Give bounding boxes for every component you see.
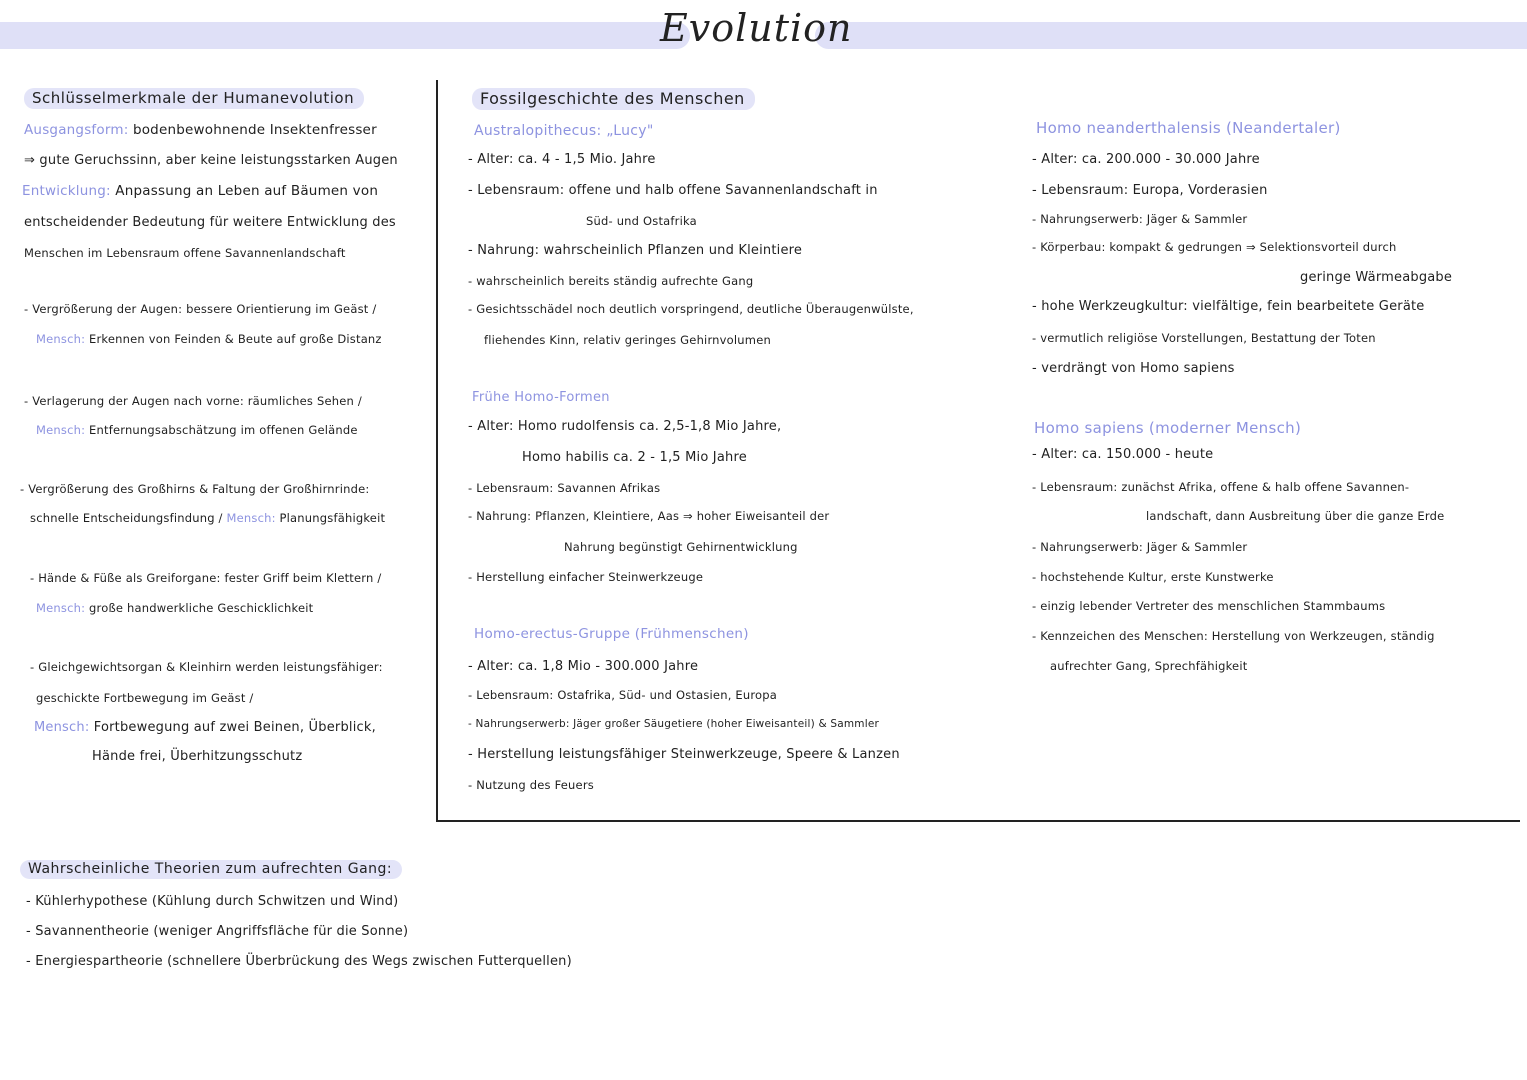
- trait-4-mensch: [36, 601, 313, 615]
- trait-3-mensch-text: schnelle Entscheidungsfindung /: [30, 511, 223, 525]
- sapiens-line-3: landschaft, dann Ausbreitung über die ganze Erde: [1146, 509, 1445, 523]
- intro-text-1: bodenbewohnende Insektenfresser: [132, 122, 377, 138]
- neanderthal-line-8: - verdrängt von Homo sapiens: [1032, 361, 1235, 376]
- australo-line-7: fliehendes Kinn, relativ geringes Gehirnvolumen: [484, 333, 771, 347]
- trait-1-line: - Vergrößerung der Augen: bessere Orientierung im Geäst /: [24, 302, 377, 316]
- neanderthal-line-2: - Lebensraum: Europa, Vorderasien: [1032, 183, 1268, 198]
- intro-label-1: Ausgangsform:: [24, 122, 129, 138]
- intro-label-3: Entwicklung:: [22, 183, 111, 199]
- fruehe-line-2: Homo habilis ca. 2 - 1,5 Mio Jahre: [522, 450, 747, 465]
- trait-5-mensch: [34, 720, 376, 735]
- neanderthal-line-7: - vermutlich religiöse Vorstellungen, Bestattung der Toten: [1032, 331, 1376, 345]
- australo-line-6: - Gesichtsschädel noch deutlich vorspringend, deutliche Überaugenwülste,: [468, 302, 914, 316]
- australo-line-1: - Alter: ca. 4 - 1,5 Mio. Jahre: [468, 152, 656, 167]
- trait-5-mensch-text: Fortbewegung auf zwei Beinen, Überblick,: [93, 720, 376, 735]
- trait-1-mensch: [36, 332, 382, 346]
- trait-3-mensch-text-b: Planungsfähigkeit: [279, 511, 386, 525]
- neanderthal-line-6: - hohe Werkzeugkultur: vielfältige, fein bearbeitete Geräte: [1032, 299, 1425, 314]
- trait-2-line: - Verlagerung der Augen nach vorne: räumliches Sehen /: [24, 394, 362, 408]
- intro-line-3: [22, 183, 378, 199]
- theory-2: - Savannentheorie (weniger Angriffsfläche für die Sonne): [26, 924, 409, 939]
- fruehe-line-6: - Herstellung einfacher Steinwerkzeuge: [468, 570, 704, 584]
- australopithecus-title: Australopithecus: „Lucy": [474, 123, 654, 139]
- left-header: Schlüsselmerkmale der Humanevolution: [24, 88, 364, 109]
- trait-5-line: - Gleichgewichtsorgan & Kleinhirn werden leistungsfähiger:: [30, 660, 383, 674]
- intro-line-1: [24, 122, 377, 138]
- fruehe-title: Frühe Homo-Formen: [472, 390, 610, 405]
- fruehe-line-4: - Nahrung: Pflanzen, Kleintiere, Aas ⇒ hoher Eiweisanteil der: [468, 509, 830, 523]
- trait-4-line: - Hände & Füße als Greiforgane: fester Griff beim Klettern /: [30, 571, 382, 585]
- intro-text-3: Anpassung an Leben auf Bäumen von: [115, 183, 379, 199]
- sapiens-line-1: - Alter: ca. 150.000 - heute: [1032, 447, 1214, 462]
- sapiens-line-4: - Nahrungserwerb: Jäger & Sammler: [1032, 540, 1248, 554]
- title-banner-right: [815, 22, 1527, 49]
- intro-line-4: entscheidender Bedeutung für weitere Entwicklung des: [24, 215, 396, 230]
- erectus-line-3: - Nahrungserwerb: Jäger großer Säugetiere (hoher Eiweisanteil) & Sammler: [468, 718, 880, 730]
- page-title: Evolution: [660, 6, 853, 50]
- column-divider: [436, 80, 438, 822]
- erectus-line-1: - Alter: ca. 1,8 Mio - 300.000 Jahre: [468, 659, 699, 674]
- sapiens-line-5: - hochstehende Kultur, erste Kunstwerke: [1032, 570, 1274, 584]
- mensch-label: Mensch:: [36, 601, 86, 615]
- trait-2-mensch: [36, 423, 358, 437]
- sapiens-line-7: - Kennzeichen des Menschen: Herstellung von Werkzeugen, ständig: [1032, 629, 1435, 643]
- trait-5-line-3: Hände frei, Überhitzungsschutz: [92, 749, 303, 764]
- australo-line-5: - wahrscheinlich bereits ständig aufrechte Gang: [468, 274, 754, 288]
- middle-header: Fossilgeschichte des Menschen: [472, 88, 755, 110]
- mensch-label: Mensch:: [226, 511, 276, 525]
- title-banner-left: [0, 22, 690, 49]
- intro-line-2: ⇒ gute Geruchssinn, aber keine leistungsstarken Augen: [24, 153, 398, 168]
- trait-5-line-b: geschickte Fortbewegung im Geäst /: [36, 691, 254, 705]
- fruehe-line-5: Nahrung begünstigt Gehirnentwicklung: [564, 540, 798, 554]
- erectus-line-2: - Lebensraum: Ostafrika, Süd- und Ostasien, Europa: [468, 688, 778, 702]
- neanderthal-line-1: - Alter: ca. 200.000 - 30.000 Jahre: [1032, 152, 1260, 167]
- neanderthal-line-3: - Nahrungserwerb: Jäger & Sammler: [1032, 212, 1248, 226]
- erectus-line-4: - Herstellung leistungsfähiger Steinwerkzeuge, Speere & Lanzen: [468, 747, 900, 762]
- trait-2-mensch-text: Entfernungsabschätzung im offenen Gelände: [89, 423, 358, 437]
- fruehe-line-3: - Lebensraum: Savannen Afrikas: [468, 481, 661, 495]
- australo-line-4: - Nahrung: wahrscheinlich Pflanzen und Kleintiere: [468, 243, 803, 258]
- sapiens-title: Homo sapiens (moderner Mensch): [1034, 419, 1302, 437]
- fruehe-line-1: - Alter: Homo rudolfensis ca. 2,5-1,8 Mio Jahre,: [468, 419, 782, 434]
- trait-3-line: - Vergrößerung des Großhirns & Faltung der Großhirnrinde:: [20, 482, 370, 496]
- mensch-label: Mensch:: [34, 720, 90, 735]
- australo-line-2: - Lebensraum: offene und halb offene Savannenlandschaft in: [468, 183, 878, 198]
- erectus-line-5: - Nutzung des Feuers: [468, 778, 594, 792]
- sapiens-line-8: aufrechter Gang, Sprechfähigkeit: [1050, 659, 1248, 673]
- sapiens-line-6: - einzig lebender Vertreter des menschlichen Stammbaums: [1032, 599, 1386, 613]
- theory-3: - Energiespartheorie (schnellere Überbrückung des Wegs zwischen Futterquellen): [26, 954, 572, 969]
- trait-1-mensch-text: Erkennen von Feinden & Beute auf große Distanz: [89, 332, 382, 346]
- trait-4-mensch-text: große handwerkliche Geschicklichkeit: [89, 601, 314, 615]
- theory-1: - Kühlerhypothese (Kühlung durch Schwitzen und Wind): [26, 894, 399, 909]
- neanderthal-title: Homo neanderthalensis (Neandertaler): [1036, 119, 1341, 137]
- neanderthal-line-4: - Körperbau: kompakt & gedrungen ⇒ Selektionsvorteil durch: [1032, 240, 1397, 254]
- erectus-title: Homo-erectus-Gruppe (Frühmenschen): [474, 626, 749, 642]
- neanderthal-line-5: geringe Wärmeabgabe: [1300, 270, 1453, 285]
- australo-line-3: Süd- und Ostafrika: [586, 214, 697, 228]
- section-divider: [436, 820, 1520, 822]
- bottom-header: Wahrscheinliche Theorien zum aufrechten Gang:: [20, 860, 402, 879]
- intro-line-5: Menschen im Lebensraum offene Savannenlandschaft: [24, 246, 346, 260]
- mensch-label: Mensch:: [36, 332, 86, 346]
- mensch-label: Mensch:: [36, 423, 86, 437]
- sapiens-line-2: - Lebensraum: zunächst Afrika, offene & halb offene Savannen-: [1032, 480, 1410, 494]
- trait-3-mensch: [30, 511, 385, 525]
